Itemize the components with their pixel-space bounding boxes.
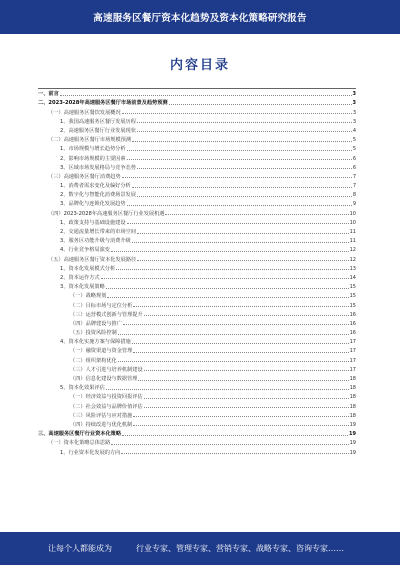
toc-leader-dots — [127, 159, 352, 160]
toc-entry-label: （一）高速服务区餐饮发展概况 — [48, 109, 121, 116]
toc-entry-page: 18 — [349, 412, 356, 419]
toc-entry-page: 19 — [349, 421, 356, 428]
toc-entry-label: （四）品牌建设与推广 — [70, 320, 122, 327]
toc-entry-page: 19 — [349, 440, 356, 447]
toc-entry-page: 3 — [352, 118, 356, 125]
toc-entry-label: （一）资本化策略总体思路 — [48, 440, 111, 447]
toc-entry-page: 15 — [349, 284, 356, 291]
toc-entry[interactable] — [38, 382, 356, 391]
toc-entry-page: 17 — [349, 366, 356, 373]
toc-entry-label: （一）融资渠道与资金管理 — [70, 348, 133, 355]
toc-entry[interactable] — [38, 143, 356, 152]
toc-entry-label: 3、服务区功能升级与消费升级 — [60, 238, 131, 245]
toc-leader-dots — [132, 343, 349, 344]
toc-leader-dots — [133, 425, 348, 426]
toc-entry-page: 13 — [349, 265, 356, 272]
toc-leader-dots — [118, 334, 349, 335]
toc-leader-dots — [101, 278, 349, 279]
toc-entry-page: 15 — [349, 302, 356, 309]
toc-leader-dots — [118, 361, 349, 362]
toc-entry-label: 1、行业资本化发展的方向 — [60, 449, 121, 456]
toc-entry[interactable] — [38, 253, 356, 262]
toc-entry-label: （五）高速服务区餐厅资本化发展路径 — [48, 256, 137, 263]
toc-entry[interactable] — [38, 235, 356, 244]
toc-entry-label: 4、行业竞争格局演变 — [60, 247, 110, 254]
toc-entry-page: 14 — [349, 274, 356, 281]
toc-leader-dots — [127, 150, 352, 151]
toc-entry-label: 4、资本化实施方案与保障措施 — [60, 339, 131, 346]
toc-entry-label: （一）经济效益与投资回报评估 — [70, 394, 143, 401]
toc-entry-page: 19 — [349, 449, 356, 456]
toc-leader-dots — [106, 288, 349, 289]
toc-leader-dots — [132, 242, 349, 243]
toc-entry-page: 10 — [349, 210, 356, 217]
toc-entry[interactable] — [38, 400, 356, 409]
toc-entry-label: 2、影响市场规模的主要因素 — [60, 155, 126, 162]
toc-entry-label: （四）持续改进与优化机制 — [70, 421, 133, 428]
toc-entry[interactable] — [38, 171, 356, 180]
toc-leader-dots — [138, 380, 348, 381]
footer-brand: 让每个人都能成为 — [48, 544, 112, 553]
toc-entry-label: （三）风险评估与应对措施 — [70, 412, 133, 419]
toc-entry-label: （二）组织架构优化 — [70, 357, 117, 364]
toc-entry-page: 10 — [349, 219, 356, 226]
toc-entry-page: 16 — [349, 311, 356, 318]
toc-entry-page: 12 — [349, 247, 356, 254]
toc-entry-page: 3 — [352, 91, 356, 98]
toc-leader-dots — [133, 416, 348, 417]
toc-entry-page: 4 — [352, 127, 356, 134]
toc-entry-label: （三）人才引进与培养机制建设 — [70, 366, 143, 373]
toc-entry[interactable] — [38, 116, 356, 125]
toc-entry[interactable] — [38, 290, 356, 299]
toc-leader-dots — [137, 122, 352, 123]
toc-leader-dots — [107, 297, 348, 298]
toc-leader-dots — [133, 306, 348, 307]
toc-entry[interactable] — [38, 152, 356, 161]
toc-entry-label: 1、市场规模与增长趋势分析 — [60, 146, 126, 153]
toc-entry[interactable] — [38, 272, 356, 281]
toc-entry-page: 7 — [352, 183, 356, 190]
toc-entry-page: 7 — [352, 173, 356, 180]
table-of-contents — [38, 88, 356, 456]
toc-entry-page: 8 — [352, 192, 356, 199]
toc-entry-page: 17 — [349, 348, 356, 355]
toc-leader-dots — [169, 104, 352, 105]
toc-entry-label: 3、品牌化与连锁化发展趋势 — [60, 201, 126, 208]
toc-leader-dots — [122, 435, 348, 436]
toc-entry[interactable] — [38, 244, 356, 253]
toc-leader-dots — [122, 113, 352, 114]
toc-leader-dots — [137, 196, 352, 197]
toc-entry-label: 5、资本化效果评估 — [60, 385, 105, 392]
toc-leader-dots — [111, 251, 349, 252]
toc-leader-dots — [60, 95, 352, 96]
toc-entry-page: 5 — [352, 146, 356, 153]
toc-entry-label: 三、高速服务区餐厅行业资本化策略 — [38, 431, 122, 438]
toc-entry-label: （二）高速服务区餐厅市场规模预测 — [48, 137, 132, 144]
toc-entry-label: 3、区域市场发展格局与竞争态势 — [60, 164, 136, 171]
toc-entry[interactable] — [38, 437, 356, 446]
toc-entry[interactable] — [38, 217, 356, 226]
toc-entry[interactable] — [38, 134, 356, 143]
toc-entry-page: 6 — [352, 155, 356, 162]
toc-entry[interactable] — [38, 336, 356, 345]
toc-entry[interactable] — [38, 309, 356, 318]
toc-entry-label: 2、交通流量增长带来的市场空间 — [60, 229, 136, 235]
toc-entry-label: （二）社会效益与品牌价值评估 — [70, 403, 143, 410]
toc-entry-page: 18 — [349, 394, 356, 401]
bottom-banner — [0, 532, 400, 565]
toc-leader-dots — [137, 260, 348, 261]
toc-entry[interactable] — [38, 162, 356, 171]
toc-entry-label: 1、政策支持与基础设施建设 — [60, 219, 126, 226]
toc-entry-label: 2、高速服务区餐厅行业发展现状 — [60, 127, 136, 134]
toc-entry-page: 15 — [349, 293, 356, 300]
toc-entry-label: 一、前言 — [38, 91, 59, 98]
toc-entry-label: 1、资本化发展模式分析 — [60, 265, 116, 272]
toc-entry[interactable] — [38, 345, 356, 354]
toc-entry-label: 1、消费者需求变化及偏好分析 — [60, 183, 131, 190]
report-title: 高速服务区餐厅资本化趋势及资本化策略研究报告 — [93, 13, 307, 24]
toc-entry[interactable] — [38, 428, 356, 437]
toc-leader-dots — [116, 269, 348, 270]
footer-roles: 行业专家、管理专家、营销专家、战略专家、咨询专家…… — [136, 544, 344, 553]
toc-leader-dots — [133, 352, 348, 353]
toc-entry-label: 3、资本化发展策略 — [60, 284, 105, 291]
toc-entry[interactable] — [38, 364, 356, 373]
toc-entry[interactable] — [38, 198, 356, 207]
toc-entry-page: 18 — [349, 385, 356, 392]
toc-leader-dots — [132, 187, 352, 188]
toc-entry[interactable] — [38, 354, 356, 363]
toc-entry-label: 二、2023-2028年高速服务区餐厅市场前景及趋势预测 — [38, 100, 168, 107]
toc-entry-page: 11 — [349, 238, 356, 245]
toc-entry-page: 11 — [349, 229, 356, 235]
toc-entry-label: （三）高速服务区餐厅消费趋势 — [48, 173, 121, 180]
toc-entry-label: （四）信息化建设与数据管理 — [70, 376, 138, 382]
toc-leader-dots — [132, 141, 352, 142]
toc-entry[interactable] — [38, 97, 356, 106]
toc-leader-dots — [111, 444, 348, 445]
toc-entry-page: 12 — [349, 256, 356, 263]
toc-entry-page: 3 — [352, 109, 356, 116]
toc-entry-label: 2、资本运作方式 — [60, 274, 100, 281]
toc-leader-dots — [165, 214, 348, 215]
toc-entry-page: 5 — [352, 137, 356, 144]
toc-entry[interactable] — [38, 207, 356, 216]
toc-entry[interactable] — [38, 318, 356, 327]
toc-leader-dots — [121, 453, 348, 454]
toc-entry-label: （四）2023-2028年高速服务区餐厅行业发展机遇 — [48, 210, 165, 217]
toc-leader-dots — [144, 398, 349, 399]
toc-entry[interactable] — [38, 263, 356, 272]
toc-leader-dots — [144, 315, 349, 316]
toc-entry-page: 18 — [349, 376, 356, 382]
toc-entry-page: 16 — [349, 330, 356, 337]
toc-entry-label: （二）目标市场与定位分析 — [70, 302, 133, 309]
toc-entry-label: （一）战略规划 — [70, 293, 107, 300]
toc-entry[interactable] — [38, 125, 356, 134]
toc-leader-dots — [127, 223, 349, 224]
toc-entry[interactable] — [38, 410, 356, 419]
toc-leader-dots — [137, 131, 352, 132]
toc-entry-label: 1、我国高速服务区餐厅发展历程 — [60, 118, 136, 125]
top-banner — [0, 0, 400, 34]
toc-entry[interactable] — [38, 189, 356, 198]
toc-entry[interactable] — [38, 446, 356, 455]
toc-entry[interactable] — [38, 180, 356, 189]
toc-entry-page: 9 — [352, 201, 356, 208]
toc-entry[interactable] — [38, 419, 356, 428]
toc-entry-label: （五）投资风险控制 — [70, 330, 117, 337]
toc-leader-dots — [137, 168, 352, 169]
toc-entry[interactable] — [38, 391, 356, 400]
toc-entry[interactable] — [38, 327, 356, 336]
toc-entry-page: 16 — [349, 320, 356, 327]
toc-leader-dots — [127, 205, 352, 206]
toc-entry[interactable] — [38, 226, 356, 235]
toc-entry-label: 2、数字化与智能化消费场景发展 — [60, 192, 136, 199]
toc-entry[interactable] — [38, 281, 356, 290]
toc-entry-page: 17 — [349, 357, 356, 364]
toc-leader-dots — [144, 370, 349, 371]
toc-heading: 内容目录 — [169, 58, 230, 73]
toc-entry[interactable] — [38, 373, 356, 382]
toc-entry-page: 3 — [352, 100, 356, 107]
toc-entry-page: 17 — [349, 339, 356, 346]
toc-leader-dots — [144, 407, 349, 408]
toc-leader-dots — [137, 233, 349, 234]
toc-entry-label: （三）运营模式创新与管理提升 — [70, 311, 143, 318]
toc-leader-dots — [122, 177, 352, 178]
toc-entry-page: 19 — [349, 431, 356, 438]
toc-entry[interactable] — [38, 88, 356, 97]
toc-entry[interactable] — [38, 299, 356, 308]
toc-leader-dots — [123, 324, 349, 325]
toc-entry-page: 18 — [349, 403, 356, 410]
toc-leader-dots — [106, 389, 349, 390]
toc-entry-page: 6 — [352, 164, 356, 171]
toc-entry[interactable] — [38, 106, 356, 115]
